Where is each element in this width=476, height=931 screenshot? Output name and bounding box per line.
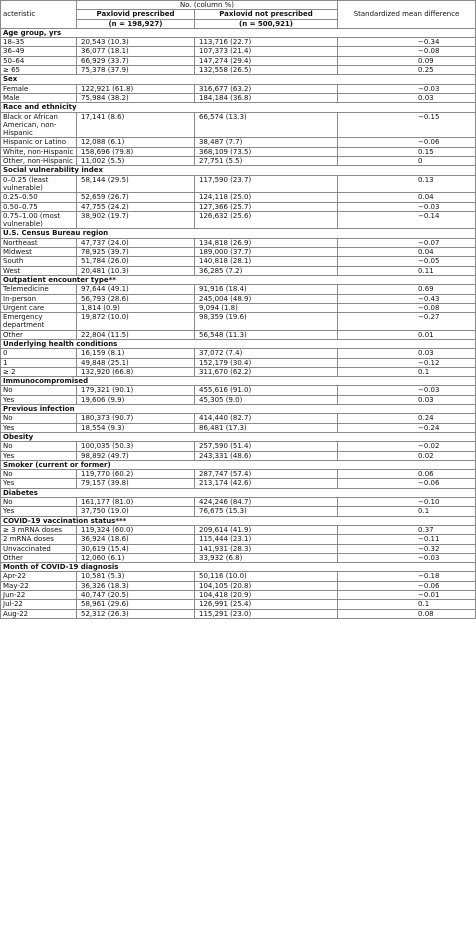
row-characteristic: May-22: [1, 581, 77, 590]
row-characteristic: 1: [1, 358, 77, 367]
row-prescribed: 47,737 (24.0): [77, 238, 195, 247]
row-characteristic: No: [1, 386, 77, 395]
section-covid-19-vaccination-status: [1, 516, 476, 525]
table-row: [1, 442, 476, 451]
header-prescribed-n: (n = 198,927): [77, 19, 195, 28]
row-characteristic: Yes: [1, 395, 77, 404]
table-row: [1, 591, 476, 600]
header-row-1: [1, 1, 476, 10]
row-not-prescribed: 37,072 (7.4): [195, 349, 338, 358]
table-row: [1, 93, 476, 102]
row-smd: −0.08: [338, 303, 476, 312]
section-title: Diabetes: [1, 488, 476, 497]
row-not-prescribed: 124,118 (25.0): [195, 193, 338, 202]
row-not-prescribed: 113,716 (22.7): [195, 38, 338, 47]
row-smd: 0.04: [338, 193, 476, 202]
row-smd: 0.15: [338, 147, 476, 156]
row-not-prescribed: 50,116 (10.0): [195, 572, 338, 581]
table-row: [1, 56, 476, 65]
header-not-prescribed: Paxlovid not prescribed: [195, 10, 338, 19]
row-characteristic: 0.50–0.75: [1, 202, 77, 211]
row-prescribed: 52,312 (26.3): [77, 609, 195, 618]
row-not-prescribed: 117,590 (23.7): [195, 175, 338, 193]
row-characteristic: No: [1, 442, 77, 451]
row-prescribed: 51,784 (26.0): [77, 257, 195, 266]
row-not-prescribed: 257,590 (51.4): [195, 442, 338, 451]
row-characteristic: Female: [1, 84, 77, 93]
row-characteristic: West: [1, 266, 77, 275]
row-characteristic: Jun-22: [1, 591, 77, 600]
row-characteristic: 50–64: [1, 56, 77, 65]
row-smd: 0.01: [338, 330, 476, 339]
row-not-prescribed: 56,548 (11.3): [195, 330, 338, 339]
row-smd: −0.07: [338, 238, 476, 247]
row-smd: −0.24: [338, 423, 476, 432]
table-row: [1, 544, 476, 553]
row-characteristic: Midwest: [1, 248, 77, 257]
row-prescribed: 11,002 (5.5): [77, 157, 195, 166]
section-title: Immunocompromised: [1, 377, 476, 386]
row-smd: 0: [338, 157, 476, 166]
row-prescribed: 122,921 (61.8): [77, 84, 195, 93]
row-smd: −0.34: [338, 38, 476, 47]
row-smd: 0.03: [338, 349, 476, 358]
section-title: Obesity: [1, 432, 476, 441]
section-title: U.S. Census Bureau region: [1, 229, 476, 238]
table-row: [1, 266, 476, 275]
row-smd: −0.11: [338, 535, 476, 544]
row-not-prescribed: 104,105 (20.8): [195, 581, 338, 590]
row-characteristic: 0.25–0.50: [1, 193, 77, 202]
row-prescribed: 19,872 (10.0): [77, 313, 195, 331]
row-not-prescribed: 86,481 (17.3): [195, 423, 338, 432]
row-prescribed: 47,755 (24.2): [77, 202, 195, 211]
row-characteristic: No: [1, 414, 77, 423]
row-characteristic: Black or African American, non-Hispanic: [1, 112, 77, 138]
table-row: [1, 423, 476, 432]
row-characteristic: 0.75–1.00 (most vulnerable): [1, 211, 77, 229]
row-not-prescribed: 189,000 (37.7): [195, 248, 338, 257]
table-row: [1, 386, 476, 395]
row-not-prescribed: 115,291 (23.0): [195, 609, 338, 618]
row-characteristic: Urgent care: [1, 303, 77, 312]
row-not-prescribed: 213,174 (42.6): [195, 479, 338, 488]
row-prescribed: 78,925 (39.7): [77, 248, 195, 257]
row-characteristic: Emergency department: [1, 313, 77, 331]
row-not-prescribed: 126,991 (25.4): [195, 600, 338, 609]
row-not-prescribed: 141,931 (28.3): [195, 544, 338, 553]
section-month-of-covid-19-diagnosis: [1, 563, 476, 572]
row-smd: 0.1: [338, 600, 476, 609]
row-not-prescribed: 115,444 (23.1): [195, 535, 338, 544]
row-prescribed: 52,659 (26.7): [77, 193, 195, 202]
row-characteristic: Aug-22: [1, 609, 77, 618]
row-not-prescribed: 33,932 (6.8): [195, 553, 338, 562]
row-prescribed: 20,481 (10.3): [77, 266, 195, 275]
row-not-prescribed: 134,818 (26.9): [195, 238, 338, 247]
table-row: [1, 553, 476, 562]
section-race-and-ethnicity: [1, 103, 476, 112]
table-row: [1, 147, 476, 156]
row-not-prescribed: 147,274 (29.4): [195, 56, 338, 65]
row-not-prescribed: 414,440 (82.7): [195, 414, 338, 423]
row-not-prescribed: 126,632 (25.6): [195, 211, 338, 229]
row-characteristic: Yes: [1, 423, 77, 432]
row-characteristic: Other, non-Hispanic: [1, 157, 77, 166]
row-smd: 0.03: [338, 395, 476, 404]
table-row: [1, 572, 476, 581]
table-row: [1, 238, 476, 247]
row-smd: 0.69: [338, 285, 476, 294]
row-characteristic: ≥ 65: [1, 66, 77, 75]
row-prescribed: 58,144 (29.5): [77, 175, 195, 193]
section-immunocompromised: [1, 377, 476, 386]
section-diabetes: [1, 488, 476, 497]
header-column-group: No. (column %): [77, 1, 338, 10]
row-not-prescribed: 311,670 (62.2): [195, 367, 338, 376]
row-characteristic: 0: [1, 349, 77, 358]
table-row: [1, 600, 476, 609]
table-row: [1, 525, 476, 534]
section-title: Underlying health conditions: [1, 339, 476, 348]
row-smd: −0.03: [338, 386, 476, 395]
row-not-prescribed: 209,614 (41.9): [195, 525, 338, 534]
row-characteristic: Jul-22: [1, 600, 77, 609]
row-prescribed: 17,141 (8.6): [77, 112, 195, 138]
row-prescribed: 66,929 (33.7): [77, 56, 195, 65]
row-prescribed: 38,902 (19.7): [77, 211, 195, 229]
row-not-prescribed: 424,246 (84.7): [195, 498, 338, 507]
row-characteristic: South: [1, 257, 77, 266]
section-title: Outpatient encounter type**: [1, 275, 476, 284]
row-prescribed: 180,373 (90.7): [77, 414, 195, 423]
row-smd: 0.1: [338, 367, 476, 376]
table-row: [1, 38, 476, 47]
section-title: Previous infection: [1, 405, 476, 414]
table-row: [1, 303, 476, 312]
row-smd: −0.02: [338, 442, 476, 451]
row-prescribed: 36,924 (18.6): [77, 535, 195, 544]
row-not-prescribed: 45,305 (9.0): [195, 395, 338, 404]
section-title: Month of COVID-19 diagnosis: [1, 563, 476, 572]
table-row: [1, 330, 476, 339]
header-prescribed: Paxlovid prescribed: [77, 10, 195, 19]
row-not-prescribed: 66,574 (13.3): [195, 112, 338, 138]
table-row: [1, 157, 476, 166]
row-characteristic: Yes: [1, 479, 77, 488]
table-row: [1, 248, 476, 257]
row-not-prescribed: 107,373 (21.4): [195, 47, 338, 56]
row-characteristic: ≥ 2: [1, 367, 77, 376]
table-row: [1, 202, 476, 211]
row-characteristic: 0–0.25 (least vulnerable): [1, 175, 77, 193]
row-not-prescribed: 132,558 (26.5): [195, 66, 338, 75]
table-row: [1, 479, 476, 488]
row-smd: 0.02: [338, 451, 476, 460]
row-prescribed: 1,814 (0.9): [77, 303, 195, 312]
row-prescribed: 97,644 (49.1): [77, 285, 195, 294]
row-prescribed: 158,696 (79.8): [77, 147, 195, 156]
row-not-prescribed: 455,616 (91.0): [195, 386, 338, 395]
row-characteristic: In-person: [1, 294, 77, 303]
row-characteristic: 2 mRNA doses: [1, 535, 77, 544]
row-smd: −0.27: [338, 313, 476, 331]
table-row: [1, 112, 476, 138]
row-not-prescribed: 27,751 (5.5): [195, 157, 338, 166]
row-not-prescribed: 152,179 (30.4): [195, 358, 338, 367]
table-row: [1, 367, 476, 376]
row-smd: −0.32: [338, 544, 476, 553]
row-prescribed: 119,324 (60.0): [77, 525, 195, 534]
table-row: [1, 84, 476, 93]
row-prescribed: 12,088 (6.1): [77, 138, 195, 147]
header-characteristic: acteristic: [1, 1, 77, 29]
section-title: COVID-19 vaccination status***: [1, 516, 476, 525]
row-prescribed: 161,177 (81.0): [77, 498, 195, 507]
section-u-s-census-bureau-region: [1, 229, 476, 238]
row-not-prescribed: 287,747 (57.4): [195, 470, 338, 479]
row-prescribed: 22,804 (11.5): [77, 330, 195, 339]
row-smd: 0.13: [338, 175, 476, 193]
table-row: [1, 175, 476, 193]
row-smd: −0.06: [338, 138, 476, 147]
row-not-prescribed: 91,916 (18.4): [195, 285, 338, 294]
row-smd: −0.05: [338, 257, 476, 266]
row-prescribed: 36,077 (18.1): [77, 47, 195, 56]
section-social-vulnerability-index: [1, 166, 476, 175]
row-prescribed: 18,554 (9.3): [77, 423, 195, 432]
row-smd: −0.14: [338, 211, 476, 229]
section-title: Social vulnerability index: [1, 166, 476, 175]
row-prescribed: 10,581 (5.3): [77, 572, 195, 581]
row-smd: −0.12: [338, 358, 476, 367]
section-sex: [1, 75, 476, 84]
row-not-prescribed: 9,094 (1.8): [195, 303, 338, 312]
row-not-prescribed: 243,331 (48.6): [195, 451, 338, 460]
row-characteristic: Apr-22: [1, 572, 77, 581]
row-characteristic: Unvaccinated: [1, 544, 77, 553]
row-smd: −0.01: [338, 591, 476, 600]
row-prescribed: 75,984 (38.2): [77, 93, 195, 102]
row-prescribed: 16,159 (8.1): [77, 349, 195, 358]
table-row: [1, 498, 476, 507]
header-not-prescribed-n: (n = 500,921): [195, 19, 338, 28]
header-smd: Standardized mean difference: [338, 1, 476, 29]
row-prescribed: 36,326 (18.3): [77, 581, 195, 590]
table-row: [1, 193, 476, 202]
table-row: [1, 257, 476, 266]
row-characteristic: Hispanic or Latino: [1, 138, 77, 147]
table-row: [1, 211, 476, 229]
row-prescribed: 12,060 (6.1): [77, 553, 195, 562]
row-prescribed: 19,606 (9.9): [77, 395, 195, 404]
row-characteristic: Yes: [1, 451, 77, 460]
row-prescribed: 49,848 (25.1): [77, 358, 195, 367]
row-prescribed: 100,035 (50.3): [77, 442, 195, 451]
section-smoker-current-or-former: [1, 460, 476, 469]
row-smd: −0.08: [338, 47, 476, 56]
row-prescribed: 58,961 (29.6): [77, 600, 195, 609]
table-row: [1, 138, 476, 147]
row-not-prescribed: 104,418 (20.9): [195, 591, 338, 600]
table-row: [1, 358, 476, 367]
table-row: [1, 285, 476, 294]
row-characteristic: No: [1, 470, 77, 479]
row-prescribed: 75,378 (37.9): [77, 66, 195, 75]
row-characteristic: Other: [1, 330, 77, 339]
row-not-prescribed: 140,818 (28.1): [195, 257, 338, 266]
section-title: Sex: [1, 75, 476, 84]
row-smd: 0.25: [338, 66, 476, 75]
row-characteristic: No: [1, 498, 77, 507]
row-prescribed: 40,747 (20.5): [77, 591, 195, 600]
row-prescribed: 37,750 (19.0): [77, 507, 195, 516]
table-row: [1, 313, 476, 331]
row-not-prescribed: 127,366 (25.7): [195, 202, 338, 211]
row-characteristic: 18–35: [1, 38, 77, 47]
row-prescribed: 56,793 (28.6): [77, 294, 195, 303]
row-smd: −0.06: [338, 581, 476, 590]
table-row: [1, 66, 476, 75]
table-row: [1, 414, 476, 423]
row-smd: −0.43: [338, 294, 476, 303]
section-obesity: [1, 432, 476, 441]
section-title: Smoker (current or former): [1, 460, 476, 469]
section-outpatient-encounter-type: [1, 275, 476, 284]
row-characteristic: ≥ 3 mRNA doses: [1, 525, 77, 534]
row-smd: −0.03: [338, 202, 476, 211]
row-smd: −0.18: [338, 572, 476, 581]
row-not-prescribed: 184,184 (36.8): [195, 93, 338, 102]
row-smd: −0.10: [338, 498, 476, 507]
row-prescribed: 132,920 (66.8): [77, 367, 195, 376]
section-title: Race and ethnicity: [1, 103, 476, 112]
table-row: [1, 451, 476, 460]
row-smd: 0.1: [338, 507, 476, 516]
table-row: [1, 470, 476, 479]
row-smd: 0.08: [338, 609, 476, 618]
row-characteristic: Northeast: [1, 238, 77, 247]
row-smd: 0.09: [338, 56, 476, 65]
row-not-prescribed: 98,359 (19.6): [195, 313, 338, 331]
row-smd: 0.24: [338, 414, 476, 423]
table-row: [1, 47, 476, 56]
row-prescribed: 98,892 (49.7): [77, 451, 195, 460]
table-row: [1, 609, 476, 618]
section-underlying-health-conditions: [1, 339, 476, 348]
row-prescribed: 179,321 (90.1): [77, 386, 195, 395]
row-not-prescribed: 316,677 (63.2): [195, 84, 338, 93]
row-smd: 0.06: [338, 470, 476, 479]
table-row: [1, 507, 476, 516]
row-smd: 0.37: [338, 525, 476, 534]
section-title: Age group, yrs: [1, 28, 476, 37]
row-smd: 0.03: [338, 93, 476, 102]
row-prescribed: 119,770 (60.2): [77, 470, 195, 479]
row-not-prescribed: 368,109 (73.5): [195, 147, 338, 156]
table-row: [1, 535, 476, 544]
row-characteristic: White, non-Hispanic: [1, 147, 77, 156]
row-smd: −0.03: [338, 84, 476, 93]
row-characteristic: Yes: [1, 507, 77, 516]
row-not-prescribed: 245,004 (48.9): [195, 294, 338, 303]
row-characteristic: Telemedicine: [1, 285, 77, 294]
row-smd: 0.11: [338, 266, 476, 275]
row-not-prescribed: 76,675 (15.3): [195, 507, 338, 516]
row-smd: 0.04: [338, 248, 476, 257]
row-not-prescribed: 38,487 (7.7): [195, 138, 338, 147]
row-characteristic: 36–49: [1, 47, 77, 56]
row-characteristic: Male: [1, 93, 77, 102]
row-characteristic: Other: [1, 553, 77, 562]
section-previous-infection: [1, 405, 476, 414]
table-row: [1, 395, 476, 404]
row-smd: −0.06: [338, 479, 476, 488]
table-row: [1, 581, 476, 590]
section-age-group-yrs: [1, 28, 476, 37]
row-prescribed: 20,543 (10.3): [77, 38, 195, 47]
table-row: [1, 294, 476, 303]
table-row: [1, 349, 476, 358]
row-smd: −0.03: [338, 553, 476, 562]
row-prescribed: 79,157 (39.8): [77, 479, 195, 488]
row-not-prescribed: 36,285 (7.2): [195, 266, 338, 275]
row-smd: −0.15: [338, 112, 476, 138]
row-prescribed: 30,619 (15.4): [77, 544, 195, 553]
